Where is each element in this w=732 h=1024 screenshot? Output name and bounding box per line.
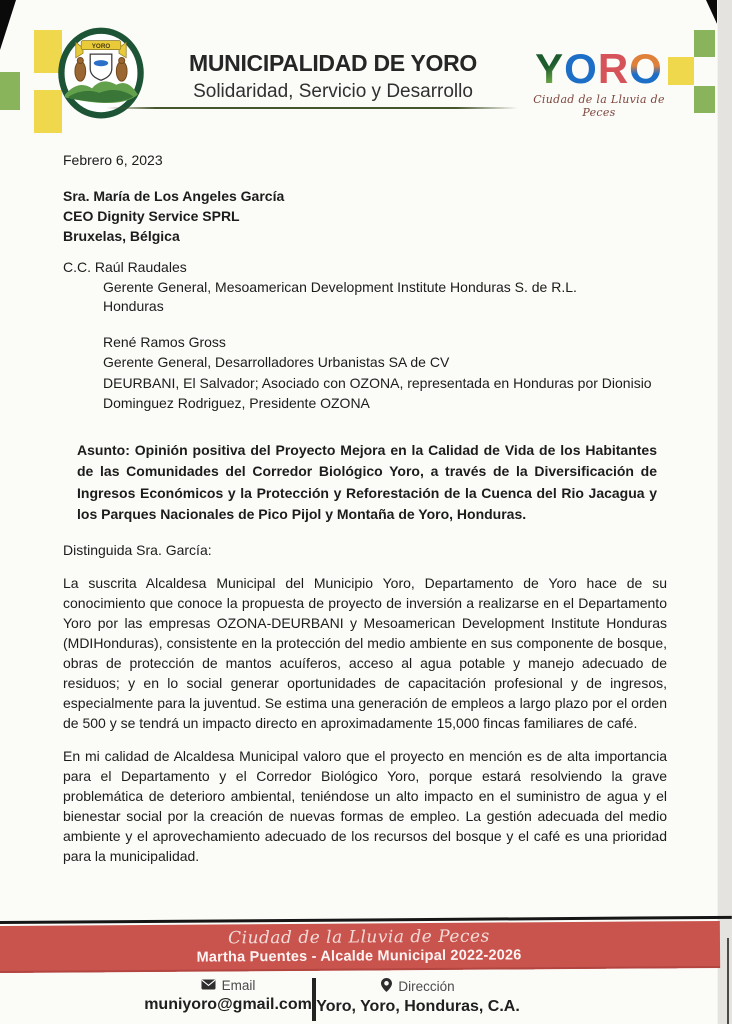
cc-role: Gerente General, Mesoamerican Development Institute Honduras S. de R.L. [103, 278, 577, 295]
recipient-name: Sra. María de Los Angeles García [63, 188, 285, 204]
scan-edge-right [717, 0, 732, 1024]
email-icon [201, 978, 216, 993]
subject-line: Asunto: Opinión positiva del Proyecto Mejora en la Calidad de Vida de los Habitantes de las Comunidades del Corredor Biológico Yoro, a través de la Diversificación de Ingresos Económicos y la Protección y Reforestación de la Cuenca del Rio Jacagua y los Parques Nacionales de Pico Pijol y Montaña de Yoro, Honduras. [77, 441, 657, 522]
decor-square-green [694, 86, 715, 113]
cc2-role: Gerente General, Desarrolladores Urbanistas SA de CV [103, 354, 450, 370]
footer-address-label-row [308, 978, 528, 995]
decor-square-green [694, 30, 715, 57]
footer-city-motto: Ciudad de la Lluvia de Peces [228, 926, 490, 949]
footer-address-block [308, 978, 528, 1016]
cc2-name: René Ramos Gross [103, 333, 226, 350]
cc-country: Honduras [103, 298, 164, 314]
svg-text:YORO: YORO [91, 42, 111, 50]
header-divider [106, 107, 518, 109]
recipient-location: Bruxelas, Bélgica [63, 228, 180, 244]
footer-banner-band [0, 921, 720, 973]
yoro-logo-letters [524, 45, 674, 92]
cc2-org: DEURBANI, El Salvador; Asociado con OZONA, representada en Honduras por Dionisio [103, 374, 652, 391]
decor-square-green [0, 72, 20, 110]
org-motto: Solidaridad, Servicio y Desarrollo [193, 81, 473, 102]
footer-email-block [118, 978, 338, 1014]
logo-letter-o2: O [629, 45, 663, 92]
body-paragraph-2: En mi calidad de Alcaldesa Municipal valoro que el proyecto en mención es de alta importancia para el Departamento y el Corredor Biológico Yoro, porque estará resolviendo la grave problemática de deterioro ambiental, teniéndose un alto impacto en el suministro de agua y el bienestar social por la creación de nuevas formas de empleo. La gestión adecuada del medio ambiente y el aprovechamiento adecuado de los recursos del bosque y el café es una prioridad para la municipalidad. [63, 747, 667, 864]
recipient-title: CEO Dignity Service SPRL [63, 208, 240, 224]
body-paragraph-1: La suscrita Alcaldesa Municipal del Municipio Yoro, Departamento de Yoro hace de su conocimiento que conoce la propuesta de proyecto de inversión a realizarse en el Departamento Yoro por las empresas OZONA-DEURBANI y Mesoamerican Development Institute Honduras (MDIHonduras), consistente en la protección del medio ambiente en sus componente de bosque, obras de protección de mantos acuíferos, acceso al agua potable y manejo adecuado de residuos; y en lo social generar oportunidades de capacitación profesional y de ingresos, especialmente para la juventud. Se estima una generación de empleos a largo plazo por el orden de 500 y se tendrá un impacto directo en aproximadamente 15,000 fincas familiares de café. [63, 574, 667, 731]
footer-address-label: Dirección [398, 979, 455, 994]
logo-tagline: Ciudad de la Lluvia de Peces [533, 93, 665, 119]
salutation: Distinguida Sra. García: [63, 541, 212, 558]
letter-body [63, 150, 667, 866]
logo-letter-o1: O [564, 45, 598, 92]
cc2-president: Dominguez Rodriguez, Presidente OZONA [103, 395, 370, 411]
scan-edge-top-left [0, 0, 16, 50]
org-title: MUNICIPALIDAD DE YORO [188, 50, 478, 76]
footer-email-label-row [118, 978, 338, 993]
cc-block-1 [63, 258, 667, 317]
letter-date: Febrero 6, 2023 [63, 152, 163, 168]
footer-email-label: Email [221, 978, 256, 993]
footer-banner [0, 916, 732, 973]
footer-address-value: Yoro, Yoro, Honduras, C.A. [316, 998, 520, 1015]
masthead [178, 50, 488, 103]
recipient-block [63, 186, 667, 246]
logo-letter-y: Y [535, 45, 565, 92]
yoro-brand-logo [524, 45, 674, 119]
cc-name: C.C. Raúl Raudales [63, 259, 187, 275]
footer-email-value: muniyoro@gmail.com [144, 996, 312, 1013]
cc-block-2 [63, 332, 667, 414]
location-pin-icon [381, 978, 392, 995]
logo-letter-r: R [597, 45, 630, 92]
footer-mayor-line: Martha Puentes - Alcalde Municipal 2022-2026 [196, 947, 522, 966]
